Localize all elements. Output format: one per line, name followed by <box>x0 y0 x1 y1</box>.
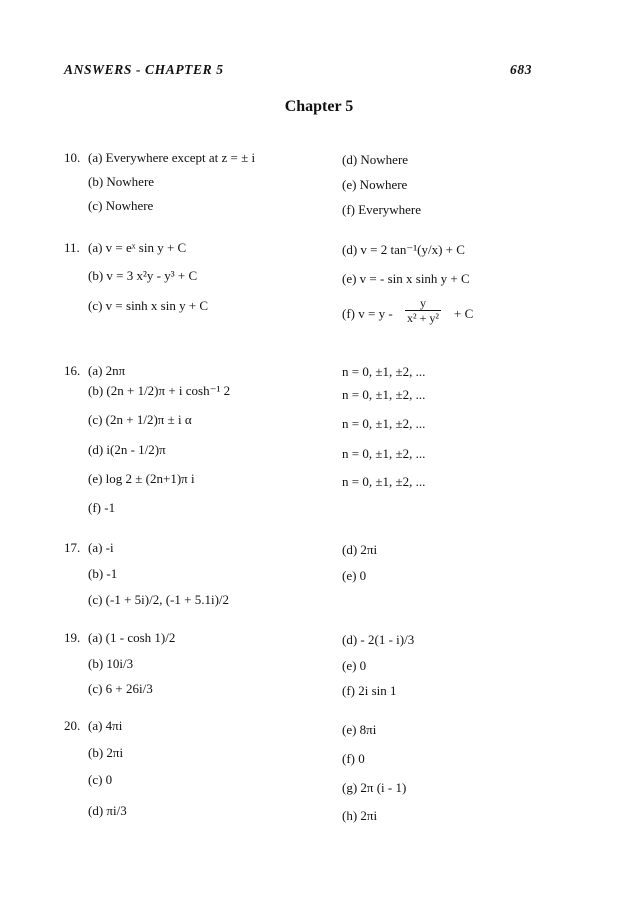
problem-number: 20. <box>64 718 81 733</box>
problem-number: 11. <box>64 240 80 255</box>
answer-20b: (b) 2πi <box>88 745 124 760</box>
running-header: ANSWERS - CHAPTER 5 <box>64 62 224 77</box>
answer-17c: (c) (-1 + 5i)/2, (-1 + 5.1i)/2 <box>88 592 230 607</box>
problem-number: 10. <box>64 150 81 165</box>
answer-10b: (b) Nowhere <box>88 174 155 189</box>
answer-19f: (f) 2i sin 1 <box>342 683 397 698</box>
answer-19e: (e) 0 <box>342 658 367 673</box>
answer-20d: (d) πi/3 <box>88 803 127 818</box>
answer-16e: (e) log 2 ± (2n+1)π i <box>88 471 195 486</box>
answer-17b: (b) -1 <box>88 566 118 581</box>
fraction-11f <box>405 296 441 325</box>
problem-number: 19. <box>64 630 81 645</box>
answer-17d: (d) 2πi <box>342 542 378 557</box>
answer-10f: (f) Everywhere <box>342 202 422 217</box>
answer-16d: (d) i(2n - 1/2)π <box>88 442 166 457</box>
answer-16c: (c) (2n + 1/2)π ± i α <box>88 412 192 427</box>
answer-19a: (a) (1 - cosh 1)/2 <box>88 630 176 645</box>
answer-20h: (h) 2πi <box>342 808 378 823</box>
answer-11f-suffix: + C <box>454 306 474 321</box>
n-range: n = 0, ±1, ±2, ... <box>342 416 426 431</box>
n-range: n = 0, ±1, ±2, ... <box>342 474 426 489</box>
answer-16f: (f) -1 <box>88 500 116 515</box>
problem-number: 17. <box>64 540 81 555</box>
answer-11a: (a) v = eˣ sin y + C <box>88 240 187 255</box>
chapter-title: Chapter 5 <box>284 98 354 115</box>
answer-11b: (b) v = 3 x²y - y³ + C <box>88 268 198 283</box>
answer-20g: (g) 2π (i - 1) <box>342 780 407 795</box>
answer-20a: (a) 4πi <box>88 718 123 733</box>
answer-11f-prefix: (f) v = y - <box>342 306 393 321</box>
answer-19d: (d) - 2(1 - i)/3 <box>342 632 415 647</box>
answer-11d: (d) v = 2 tan⁻¹(y/x) + C <box>342 242 465 257</box>
answer-17e: (e) 0 <box>342 568 367 583</box>
answer-11e: (e) v = - sin x sinh y + C <box>342 271 470 286</box>
answer-19b: (b) 10i/3 <box>88 656 134 671</box>
answer-10a: (a) Everywhere except at z = ± i <box>88 150 256 165</box>
n-range: n = 0, ±1, ±2, ... <box>342 387 426 402</box>
answer-16a: (a) 2nπ <box>88 363 126 378</box>
answer-10c: (c) Nowhere <box>88 198 154 213</box>
answer-11c: (c) v = sinh x sin y + C <box>88 298 209 313</box>
answer-20c: (c) 0 <box>88 772 113 787</box>
answer-10d: (d) Nowhere <box>342 152 409 167</box>
fraction-numerator: y <box>419 296 426 310</box>
answer-19c: (c) 6 + 26i/3 <box>88 681 153 696</box>
problem-number: 16. <box>64 363 81 378</box>
answer-10e: (e) Nowhere <box>342 177 408 192</box>
answer-20f: (f) 0 <box>342 751 365 766</box>
answer-20e: (e) 8πi <box>342 722 377 737</box>
page-number: 683 <box>510 62 533 77</box>
n-range: n = 0, ±1, ±2, ... <box>342 446 426 461</box>
n-range: n = 0, ±1, ±2, ... <box>342 364 426 379</box>
answer-16b: (b) (2n + 1/2)π + i cosh⁻¹ 2 <box>88 383 231 398</box>
fraction-denominator: x² + y² <box>407 311 439 325</box>
answer-17a: (a) -i <box>88 540 114 555</box>
